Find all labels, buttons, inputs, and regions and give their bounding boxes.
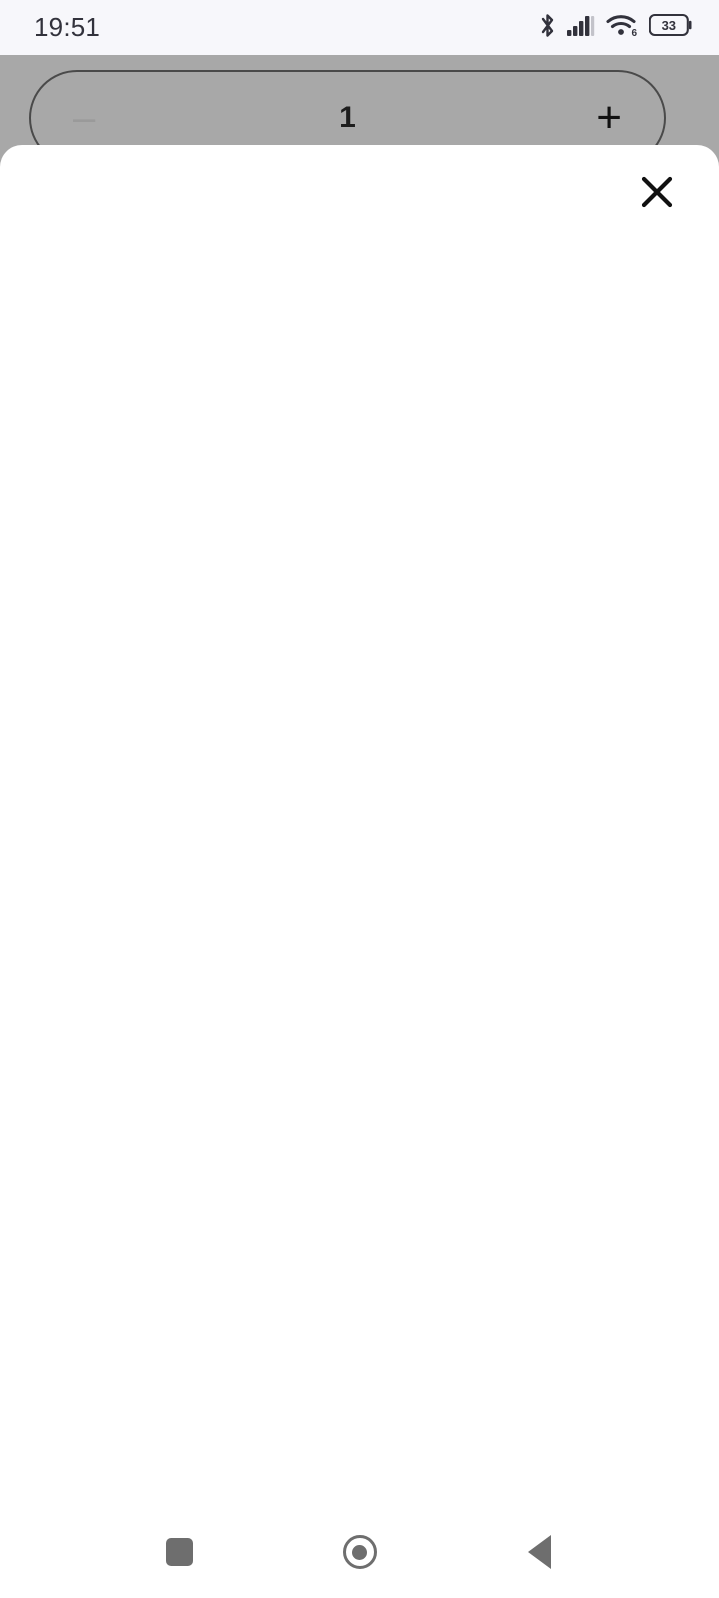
- status-bar: [0, 0, 719, 55]
- quantity-increase-button[interactable]: +: [596, 93, 622, 142]
- android-nav-bar: [0, 1506, 719, 1598]
- square-icon: [166, 1538, 193, 1566]
- status-bar-icons: [539, 12, 693, 44]
- battery-level-text: 33: [661, 18, 677, 34]
- product-information-sheet: [0, 145, 719, 1598]
- close-icon: [638, 173, 676, 211]
- close-button[interactable]: [631, 166, 683, 218]
- nav-home-button[interactable]: [328, 1520, 392, 1584]
- svg-text:6: 6: [631, 28, 638, 38]
- wifi-icon: [606, 12, 638, 43]
- nav-recents-button[interactable]: [148, 1520, 212, 1584]
- triangle-left-icon: [528, 1535, 551, 1569]
- status-bar-clock: 19:51: [34, 12, 101, 42]
- quantity-decrease-button[interactable]: –: [73, 96, 96, 140]
- circle-icon: [343, 1535, 377, 1569]
- quantity-value: 1: [339, 101, 356, 134]
- nav-back-button[interactable]: [508, 1520, 572, 1584]
- battery-icon: [649, 13, 693, 42]
- bluetooth-icon: [539, 12, 556, 44]
- cellular-signal-icon: [567, 13, 595, 42]
